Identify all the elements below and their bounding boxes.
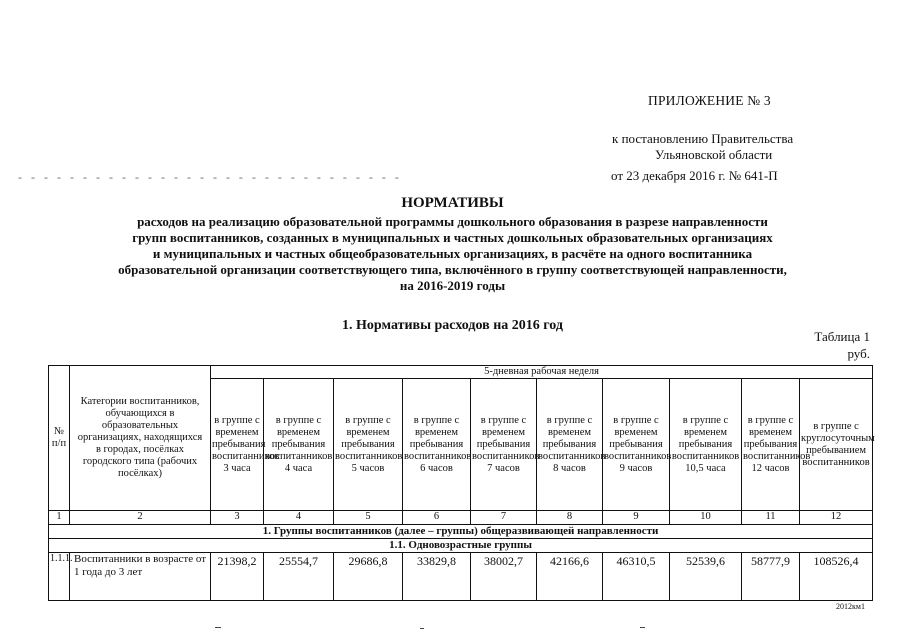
column-number: 3 — [211, 511, 264, 525]
header-col-11: в группе с временем пребывания воспитанников 12 часов — [742, 379, 800, 511]
header-col-10: в группе с временем пребывания воспитанников 10,5 часа — [670, 379, 742, 511]
column-number: 7 — [471, 511, 537, 525]
title-line-4: образовательной организации соответствующего типа, включённого в группу соответствующей направленности, — [118, 262, 787, 277]
header-col-9: в группе с временем пребывания воспитанников 9 часов — [603, 379, 670, 511]
value-cell: 42166,6 — [537, 553, 603, 601]
value-cell: 25554,7 — [264, 553, 334, 601]
subgroup-row-same-age: 1.1. Одновозрастные группы — [49, 539, 873, 553]
header-category: Категории воспитанников, обучающихся в образовательных организациях, находящихся в городах, посёлках городского типа (рабочих посёлках) — [70, 366, 211, 511]
header-col-8: в группе с временем пребывания воспитанников 8 часов — [537, 379, 603, 511]
scan-speck — [420, 628, 424, 629]
row-category: Воспитанники в возрасте от 1 года до 3 лет — [70, 553, 211, 601]
header-col-5: в группе с временем пребывания воспитанников 5 часов — [334, 379, 403, 511]
decree-reference-line1: к постановлению Правительства — [612, 131, 794, 146]
column-number: 4 — [264, 511, 334, 525]
header-col-3: в группе с временем пребывания воспитанников 3 часа — [211, 379, 264, 511]
value-cell: 29686,8 — [334, 553, 403, 601]
column-number: 5 — [334, 511, 403, 525]
column-number: 2 — [70, 511, 211, 525]
title-line-3: и муниципальных и частных общеобразовательных организациях, в расчёте на одного воспитанника — [152, 246, 753, 261]
document-title-block — [40, 195, 865, 294]
column-number: 11 — [742, 511, 800, 525]
decree-reference-line2: Ульяновской области — [655, 147, 773, 162]
value-cell: 46310,5 — [603, 553, 670, 601]
header-col-12: в группе с круглосуточным пребыванием воспитанников — [800, 379, 873, 511]
appendix-heading: ПРИЛОЖЕНИЕ № 3 — [648, 93, 771, 108]
value-cell: 38002,7 — [471, 553, 537, 601]
value-cell: 33829,8 — [403, 553, 471, 601]
column-number: 1 — [49, 511, 70, 525]
decree-reference-line3: от 23 декабря 2016 г. № 641-П — [611, 168, 778, 183]
column-number: 8 — [537, 511, 603, 525]
title-line-1: расходов на реализацию образовательной программы дошкольного образования в разрезе направленности — [137, 214, 768, 229]
title-line-5: на 2016-2019 годы — [399, 278, 506, 293]
document-code: 2012км1 — [836, 602, 865, 611]
value-cell: 52539,6 — [670, 553, 742, 601]
header-col-4: в группе с временем пребывания воспитанников 4 часа — [264, 379, 334, 511]
group-row-general-development: 1. Группы воспитанников (далее – группы) общеразвивающей направленности — [49, 525, 873, 539]
header-5day-week: 5-дневная рабочая неделя — [211, 366, 873, 379]
value-cell: 108526,4 — [800, 553, 873, 601]
column-number: 10 — [670, 511, 742, 525]
norms-table — [48, 365, 873, 601]
scan-speck — [215, 627, 221, 628]
title-line-2: групп воспитанников, созданных в муниципальных и частных дошкольных образовательных организациях — [132, 230, 773, 245]
header-col-7: в группе с временем пребывания воспитанников 7 часов — [471, 379, 537, 511]
column-number: 9 — [603, 511, 670, 525]
table-row — [49, 553, 873, 601]
value-cell: 21398,2 — [211, 553, 264, 601]
column-number: 12 — [800, 511, 873, 525]
column-number: 6 — [403, 511, 471, 525]
currency-unit-label: руб. — [847, 346, 870, 361]
row-number: 1.1.1. — [49, 553, 70, 601]
table-label: Таблица 1 — [814, 329, 870, 344]
value-cell: 58777,9 — [742, 553, 800, 601]
section-heading: 1. Нормативы расходов на 2016 год — [342, 318, 563, 333]
scan-speck — [640, 627, 645, 628]
scan-dash-marks: - - - - - - - - - - - - - - - - - - - - - - - - - - - - - - — [18, 170, 402, 184]
header-col-6: в группе с временем пребывания воспитанников 6 часов — [403, 379, 471, 511]
document-title: НОРМАТИВЫ — [401, 195, 504, 211]
header-row-number: № п/п — [49, 366, 70, 511]
